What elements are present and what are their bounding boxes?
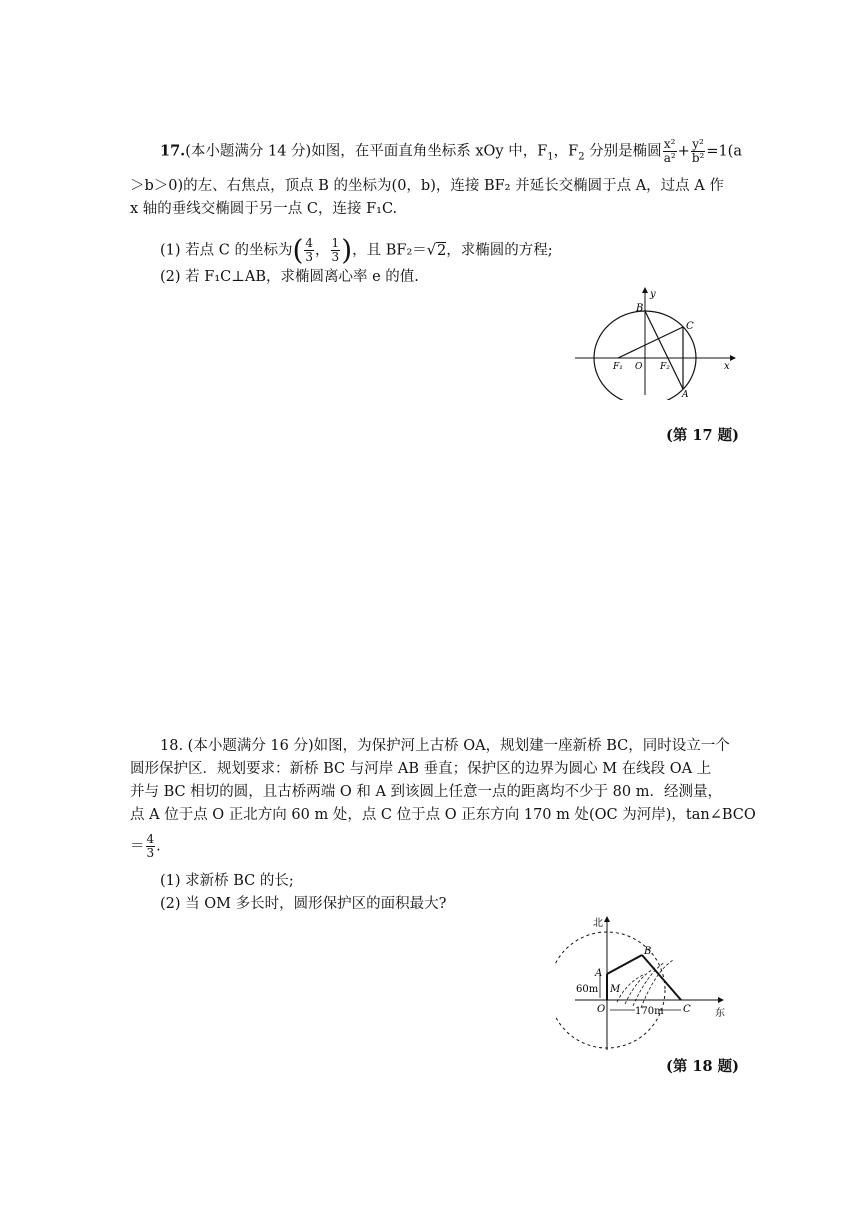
q18-line-1: 18. (本小题满分 16 分)如图，为保护河上古桥 OA，规划建一座新桥 BC，同时设立一个 [160, 738, 730, 754]
q18-bridge-BC [642, 955, 681, 1000]
q18-label-60m: 60m [576, 984, 599, 995]
q17-y-arrow [642, 287, 648, 293]
q17-label-A: A [682, 390, 689, 400]
q17-figure [570, 285, 740, 400]
q18-figure [555, 912, 745, 1052]
q17-label-x: x [724, 361, 730, 372]
q17-segment-BA [645, 311, 683, 389]
q18-label-170m: 170m [635, 1006, 664, 1017]
q18-label-C: C [683, 1004, 691, 1015]
q18-label-A: A [595, 968, 603, 979]
q18-label-M: M [610, 984, 621, 995]
q18-arc-2 [625, 968, 655, 1004]
q18-bank-AB [607, 955, 642, 974]
q18-part-2: (2) 当 OM 多长时，圆形保护区的面积最大? [160, 896, 447, 912]
q17-part-1: (1) 若点 C 的坐标为( $\frac{4}{3}$ ， $\frac{1}{3}$ )，且 BF₂＝√2，求椭圆的方程; [160, 233, 553, 267]
q17-label-y: y [650, 289, 656, 300]
q18-label-east: 东 [715, 1008, 725, 1019]
q17-part-2: (2) 若 F₁C⊥AB，求椭圆离心率 e 的值. [160, 269, 419, 285]
q18-caption: (第 18 题) [666, 1058, 739, 1075]
q17-line-2: ＞b＞0)的左、右焦点，顶点 B 的坐标为(0，b)，连接 BF₂ 并延长交椭圆于点 A，过点 A 作 [130, 178, 724, 194]
q17-text-b: ，F [553, 143, 579, 160]
q17-frac-y: $\frac{\text{y²}}{\text{b²}}$ [691, 137, 705, 165]
q17-number: 17. [160, 142, 186, 160]
q17-text-c: 分别是椭圆 [584, 143, 662, 160]
q17-frac-x: $\frac{\text{x²}}{\text{a²}}$ [663, 137, 676, 165]
q17-label-F1: F₁ [613, 362, 623, 372]
q18-east-arrow [718, 997, 724, 1003]
q17-x-arrow [730, 355, 736, 361]
q18-line-2: 圆形保护区．规划要求：新桥 BC 与河岸 AB 垂直；保护区的边界为圆心 M 在线段 OA 上 [130, 761, 712, 777]
q17-line-1 [160, 138, 742, 168]
q18-label-north: 北 [593, 918, 603, 929]
q17-p1-frac1: $\frac{4}{3}$ [305, 236, 314, 264]
q17-sub1: 1 [547, 151, 554, 163]
q18-label-O: O [597, 1004, 606, 1015]
q18-arc-1 [617, 974, 645, 1002]
q17-text-d: =1(a [706, 143, 742, 160]
q18-north-arrow [604, 916, 610, 922]
q18-arc-3 [633, 962, 665, 1006]
q17-line-3: x 轴的垂线交椭圆于另一点 C，连接 F₁C. [130, 201, 398, 217]
q18-line-4: 点 A 位于点 O 正北方向 60 m 处，点 C 位于点 O 正东方向 170 m 处(OC 为河岸)，tan∠BCO [130, 807, 756, 823]
q17-label-F2: F₂ [660, 362, 670, 372]
q18-line-5: ＝ $\frac{4}{3}$ . [130, 832, 161, 860]
q17-segment-F1C [618, 327, 683, 358]
q17-plus: + [677, 143, 690, 160]
q18-line-3: 并与 BC 相切的圆，且古桥两端 O 和 A 到该圆上任意一点的距离均不少于 80 m．经测量， [130, 784, 722, 800]
q18-part-1: (1) 求新桥 BC 的长; [160, 873, 294, 889]
q17-caption: (第 17 题) [666, 427, 739, 444]
q17-label-B: B [636, 303, 644, 314]
q17-label-O: O [635, 362, 643, 372]
q18-label-B: B [644, 946, 652, 957]
q17-label-C: C [686, 321, 694, 332]
q17-p1-frac2: $\frac{1}{3}$ [331, 236, 340, 264]
q17-text-a: (本小题满分 14 分)如图，在平面直角坐标系 xOy 中，F [185, 143, 548, 160]
q18-frac: $\frac{4}{3}$ [146, 832, 155, 860]
q17-sub2: 2 [578, 151, 585, 163]
